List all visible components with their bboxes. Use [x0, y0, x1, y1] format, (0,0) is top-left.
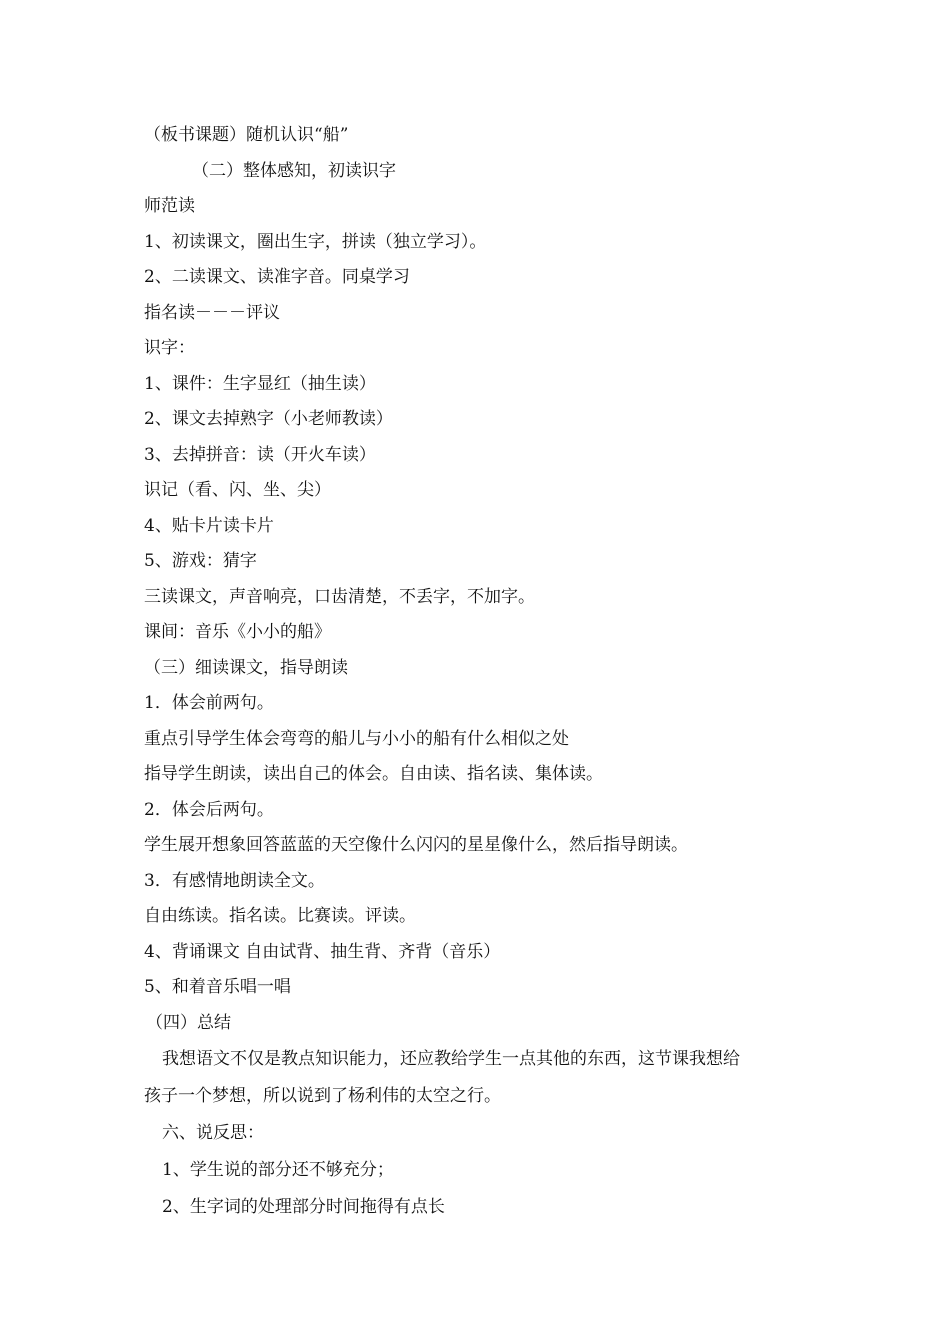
list-item: 5、游戏：猜字: [144, 551, 257, 571]
paragraph-line: 孩子一个梦想，所以说到了杨利伟的太空之行。: [144, 1086, 501, 1106]
text-line: （板书课题）随机认识“船”: [144, 125, 349, 145]
section-heading: （三）细读课文，指导朗读: [144, 657, 348, 678]
list-item: 1、学生说的部分还不够充分；: [162, 1160, 394, 1180]
list-item: 5、和着音乐唱一唱: [144, 977, 291, 997]
list-item: 2、课文去掉熟字（小老师教读）: [144, 409, 393, 429]
list-item: 1、初读课文，圈出生字，拼读（独立学习）。: [144, 231, 487, 252]
text-line: 指导学生朗读，读出自己的体会。自由读、指名读、集体读。: [144, 764, 603, 784]
list-item: 2、生字词的处理部分时间拖得有点长: [162, 1197, 445, 1217]
list-item: 1、课件：生字显红（抽生读）: [144, 373, 376, 394]
list-item: 4、背诵课文 自由试背、抽生背、齐背（音乐）: [144, 941, 501, 962]
section-heading: 六、说反思：: [162, 1123, 264, 1143]
list-item: 4、贴卡片读卡片: [144, 515, 274, 536]
section-heading: （四）总结: [146, 1012, 231, 1033]
section-heading: （二）整体感知，初读识字: [192, 160, 396, 181]
text-line: 指名读－－－评议: [144, 302, 280, 323]
text-line: 识字：: [144, 338, 195, 358]
text-line: 三读课文，声音响亮，口齿清楚，不丢字，不加字。: [144, 586, 535, 607]
text-line: 学生展开想象回答蓝蓝的天空像什么闪闪的星星像什么，然后指导朗读。: [144, 835, 688, 855]
list-item: 2、二读课文、读准字音。同桌学习: [144, 267, 410, 287]
paragraph-line: 我想语文不仅是教点知识能力，还应教给学生一点其他的东西，这节课我想给: [162, 1049, 740, 1069]
text-line: 重点引导学生体会弯弯的船儿与小小的船有什么相似之处: [144, 728, 569, 749]
document-body: [144, 118, 824, 1226]
list-item: 2．体会后两句。: [144, 799, 274, 820]
list-item: 3．有感情地朗读全文。: [144, 870, 325, 891]
text-line: 自由练读。指名读。比赛读。评读。: [144, 906, 416, 926]
text-line: 课间：音乐《小小的船》: [144, 622, 331, 642]
text-line: 识记（看、闪、坐、尖）: [144, 480, 331, 500]
text-line: 师范读: [144, 196, 195, 216]
list-item: 1．体会前两句。: [144, 693, 274, 713]
list-item: 3、去掉拼音：读（开火车读）: [144, 444, 376, 465]
